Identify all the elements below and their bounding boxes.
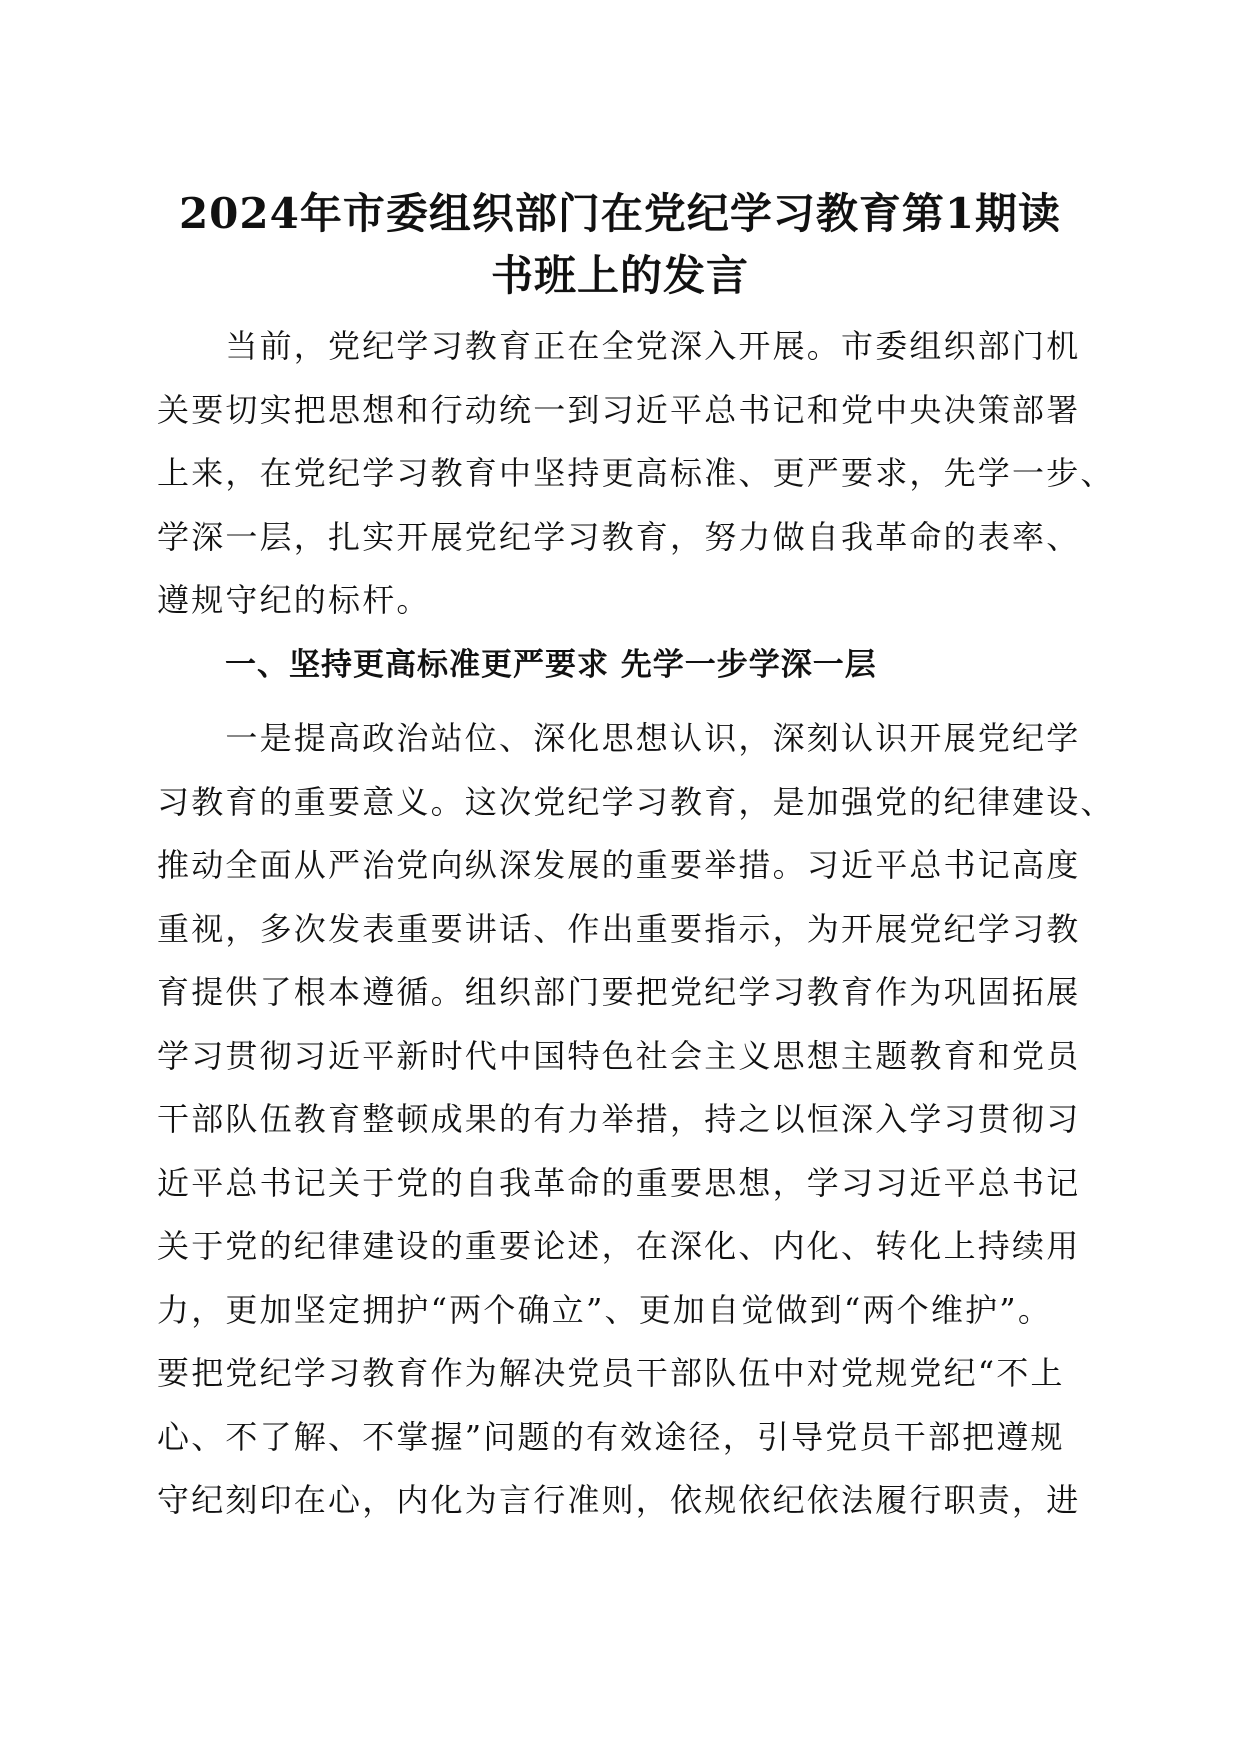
title-line-1: 2024年市委组织部门在党纪学习教育第1期读 xyxy=(178,189,1062,238)
paragraph-line: 习教育的重要意义。这次党纪学习教育，是加强党的纪律建设、 xyxy=(157,782,1115,821)
paragraph-line: 学习贯彻习近平新时代中国特色社会主义思想主题教育和党员 xyxy=(157,1036,1081,1075)
paragraph-line: 关要切实把思想和行动统一到习近平总书记和党中央决策部署 xyxy=(157,390,1081,429)
section-heading: 一、坚持更高标准更严要求 先学一步学深一层 xyxy=(225,647,877,683)
paragraph-line: 上来，在党纪学习教育中坚持更高标准、更严要求，先学一步、 xyxy=(157,454,1115,492)
title-line-2: 书班上的发言 xyxy=(490,251,749,300)
paragraph-line: 遵规守纪的标杆。 xyxy=(157,581,431,619)
paragraph-line: 要把党纪学习教育作为解决党员干部队伍中对党规党纪“不上 xyxy=(157,1354,1065,1392)
paragraph-line: 一是提高政治站位、深化思想认识，深刻认识开展党纪学 xyxy=(157,719,1081,757)
paragraph-line: 干部队伍教育整顿成果的有力举措，持之以恒深入学习贯彻习 xyxy=(157,1100,1081,1138)
paragraph-point-1 xyxy=(157,707,1115,1533)
paragraph-line: 关于党的纪律建设的重要论述，在深化、内化、转化上持续用 xyxy=(157,1227,1081,1265)
paragraph-line: 重视，多次发表重要讲话、作出重要指示，为开展党纪学习教 xyxy=(157,909,1081,948)
paragraph-line: 守纪刻印在心，内化为言行准则，依规依纪依法履行职责，进 xyxy=(157,1481,1081,1519)
paragraph-line: 近平总书记关于党的自我革命的重要思想，学习习近平总书记 xyxy=(157,1163,1081,1202)
paragraph-line: 学深一层，扎实开展党纪学习教育，努力做自我革命的表率、 xyxy=(157,517,1081,556)
paragraph-line: 育提供了根本遵循。组织部门要把党纪学习教育作为巩固拓展 xyxy=(157,973,1081,1011)
paragraph-intro xyxy=(157,315,1115,633)
document-title xyxy=(130,183,1110,307)
paragraph-line: 心、不了解、不掌握”问题的有效途径，引导党员干部把遵规 xyxy=(157,1417,1065,1456)
paragraph-line: 力，更加坚定拥护“两个确立”、更加自觉做到“两个维护”。 xyxy=(157,1290,1053,1329)
paragraph-line: 推动全面从严治党向纵深发展的重要举措。习近平总书记高度 xyxy=(157,846,1081,884)
paragraph-line: 当前，党纪学习教育正在全党深入开展。市委组织部门机 xyxy=(157,327,1081,365)
